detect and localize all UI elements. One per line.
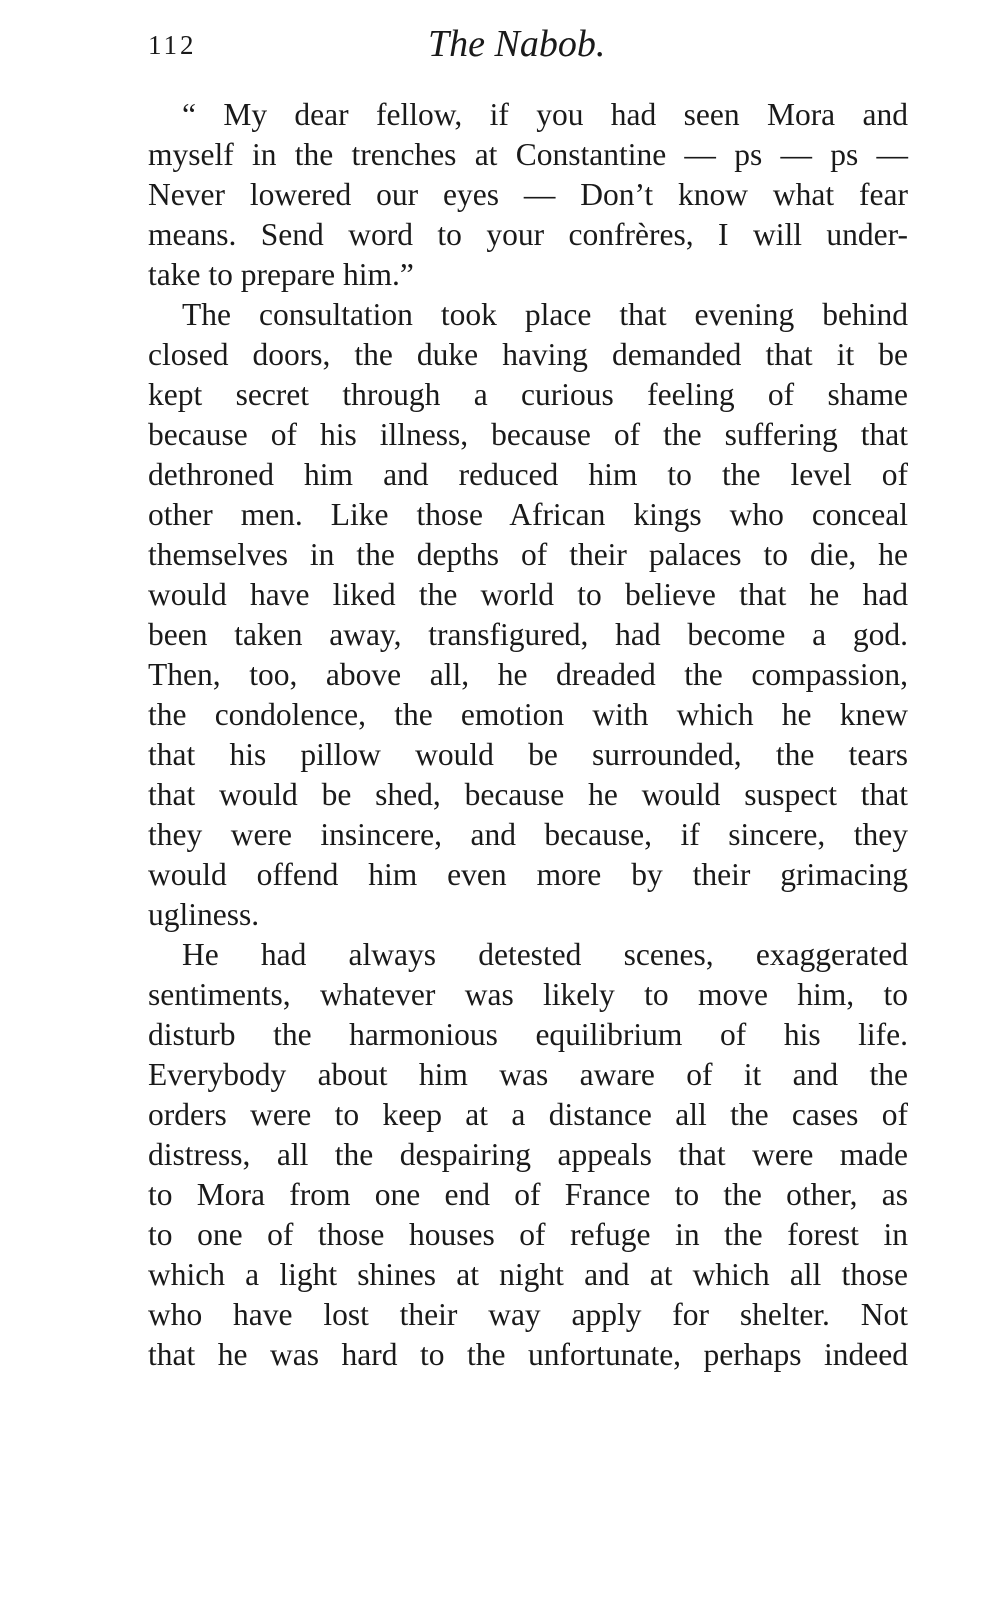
text-line: who have lost their way apply for shelter. Not [148, 1297, 908, 1332]
text-line: myself in the trenches at Constantine — ps — ps — [148, 137, 908, 172]
text-line: would offend him even more by their grimacing [148, 857, 908, 892]
text-line: “ My dear fellow, if you had seen Mora and [182, 97, 908, 132]
text-line: to Mora from one end of France to the other, as [148, 1177, 908, 1212]
text-line: He had always detested scenes, exaggerated [182, 937, 908, 972]
text-line: been taken away, transfigured, had become a god. [148, 617, 908, 652]
running-title: The Nabob. [428, 23, 606, 65]
text-line: closed doors, the duke having demanded that it be [148, 337, 908, 372]
text-line: that would be shed, because he would suspect that [148, 777, 908, 812]
text-line: that his pillow would be surrounded, the tears [148, 737, 908, 772]
page-header [148, 22, 908, 72]
text-line: dethroned him and reduced him to the level of [148, 457, 908, 492]
text-line: kept secret through a curious feeling of shame [148, 377, 908, 412]
text-line: which a light shines at night and at which all those [148, 1257, 908, 1292]
body-text [148, 95, 908, 1375]
text-line: ugliness. [148, 897, 260, 932]
text-line: themselves in the depths of their palaces to die, he [148, 537, 908, 572]
text-line: to one of those houses of refuge in the forest in [148, 1217, 908, 1252]
text-line: because of his illness, because of the suffering that [148, 417, 908, 452]
text-line: distress, all the despairing appeals that were made [148, 1137, 908, 1172]
text-line: means. Send word to your confrères, I will under- [148, 217, 908, 252]
text-line: The consultation took place that evening behind [182, 297, 908, 332]
text-line: sentiments, whatever was likely to move him, to [148, 977, 908, 1012]
text-line: other men. Like those African kings who conceal [148, 497, 908, 532]
page-number: 112 [148, 30, 197, 60]
text-line: Everybody about him was aware of it and the [148, 1057, 908, 1092]
text-line: Then, too, above all, he dreaded the compassion, [148, 657, 908, 692]
text-line: the condolence, the emotion with which he knew [148, 697, 908, 732]
text-line: would have liked the world to believe that he had [148, 577, 908, 612]
text-line: Never lowered our eyes — Don’t know what fear [148, 177, 908, 212]
text-line: orders were to keep at a distance all the cases of [148, 1097, 908, 1132]
text-line: take to prepare him.” [148, 257, 414, 292]
text-line: they were insincere, and because, if sincere, they [148, 817, 908, 852]
text-line: that he was hard to the unfortunate, perhaps indeed [148, 1337, 908, 1372]
text-line: disturb the harmonious equilibrium of his life. [148, 1017, 908, 1052]
